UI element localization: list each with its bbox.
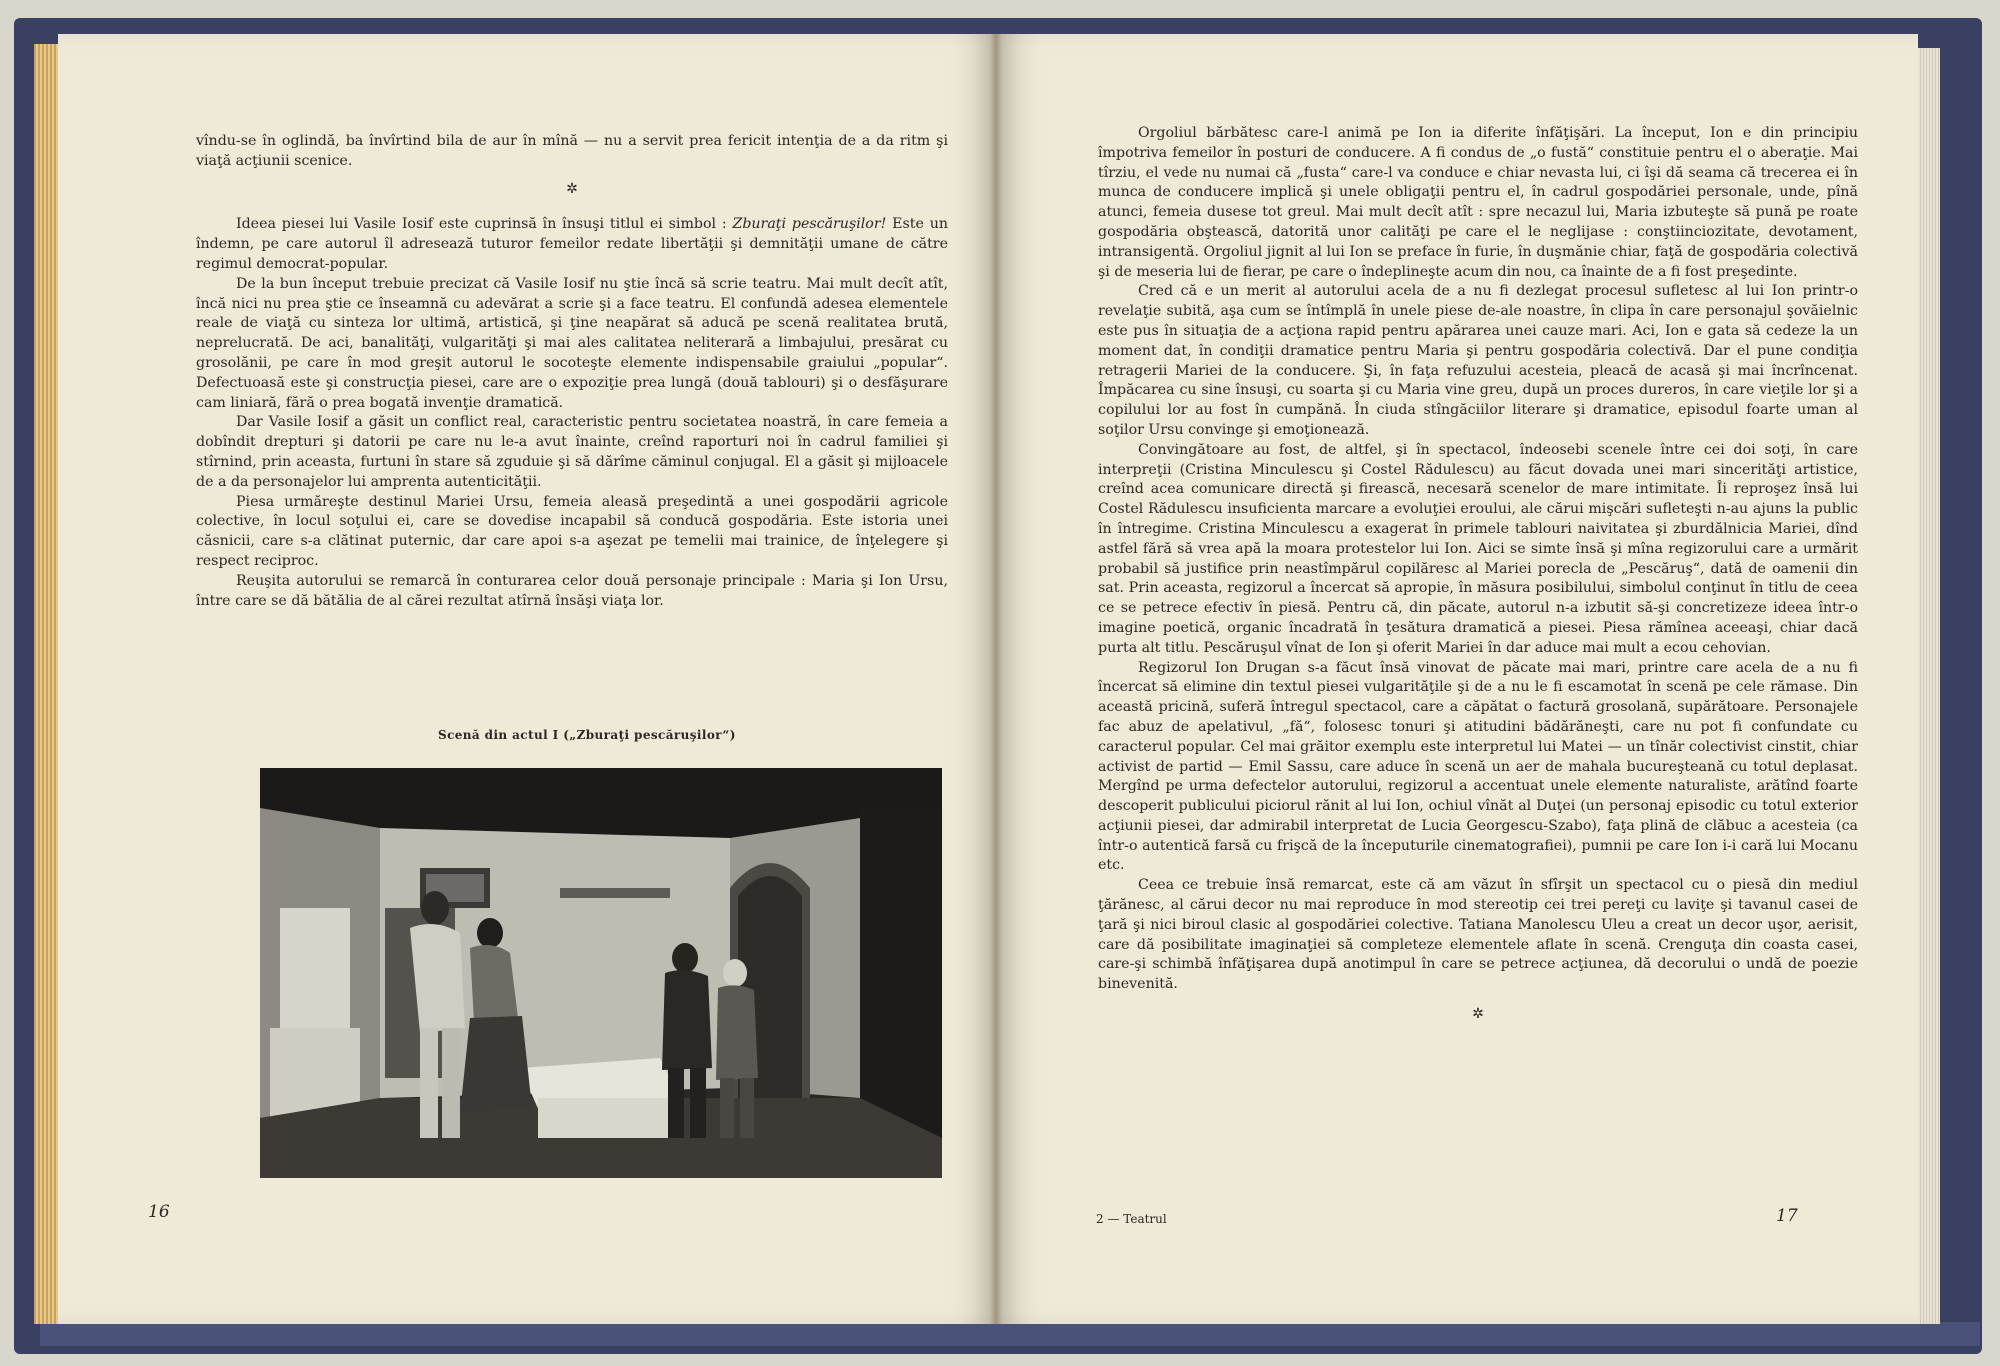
- paragraph: De la bun început trebuie precizat că Vasile Iosif nu ştie încă să scrie teatru. Mai mult decît atît, încă nici nu prea ştie ce înseamnă cu adevărat a scrie şi a face teatru. El confundă adesea elementele reale de viaţă cu sinteza lor ultimă, artistică, şi ţine neapărat să aducă pe scenă realitatea brută, neprelucrată. De aci, banalităţi, vulgarităţi şi mai ales calitatea neliterară a limbajului, presărat cu grosolănii, pe care în mod greşit autorul le socoteşte elemente indispensabile graiului „popular“. Defectuoasă este şi construcţia piesei, care are o expoziţie prea lungă (două tablouri) şi o desfăşurare cam liniară, fără o prea bogată invenţie dramatică.: [196, 275, 948, 411]
- right-page: [996, 34, 1918, 1324]
- paragraph: Reuşita autorului se remarcă în conturarea celor două personaje principale : Maria şi Ion Ursu, între care se dă bătălia de al cărei rezultat atîrnă însăşi viaţa lor.: [196, 572, 948, 609]
- left-page: [58, 34, 996, 1324]
- paragraph: Cred că e un merit al autorului acela de a nu fi dezlegat procesul sufletesc al lui Ion printr-o revelaţie subită, aşa cum se întîmplă în unele piese de-ale noastre, în clipa în care personajul şovăielnic este pus în situaţia de a acţiona rapid pentru apărarea unei cauze mari. Aci, Ion e gata să cedeze la un moment dat, în condiţii dramatice pentru Maria şi pentru gospodăria colectivă. Dar el pune condiţia retragerii Mariei de la conducere. Şi, în faţa refuzului acesteia, pleacă de acasă şi mai încrîncenat. Împăcarea cu sine însuşi, cu soarta şi cu Maria vine greu, după un proces dureros, în care vieţile lor şi a copilului lor au fost în cumpănă. În ciuda stîngăciilor literare şi dramatice, episodul foarte uman al soţilor Ursu convinge şi emoţionează.: [1098, 283, 1858, 438]
- section-separator: ✲: [566, 180, 578, 197]
- paragraph: vîndu-se în oglindă, ba învîrtind bila de aur în mînă — nu a servit prea fericit intenţia de a da ritm şi viaţă acţiunii scenice.: [196, 133, 948, 169]
- right-text: [1098, 124, 1858, 1041]
- paragraph: Regizorul Ion Drugan s-a făcut însă vinovat de păcate mai mari, printre care acela de a nu fi încercat să elimine din textul piesei vulgarităţile şi de a nu le fi escamotat în scenă pe cele rămase. Din această pricină, suferă întregul spectacol, care a căpătat o factură grosolană, supărătoare. Personajele fac abuz de apelativul, „fă“, folosesc tonuri şi atitudini bădărăneşti, care nu pot fi confundate cu caracterul popular. Cel mai grăitor exemplu este interpretul lui Matei — un tînăr colectivist cinstit, chiar activist de partid — Emil Sassu, care aduce în scenă un aer de mahala bucureşteană cu totul deplasat. Mergînd pe urma defectelor autorului, regizorul a accentuat unele elemente naturaliste, arătînd foarte descoperit publicului piciorul rănit al lui Ion, ochiul vînăt al Duţei (un personaj episodic cu totul exterior acţiunii piesei, dar admirabil interpretat de Lucia Georgescu-Szabo), faţa plină de clăbuc a acesteia (ca într-o autentică farsă cu frişcă de la începuturile cinematografiei), pumnii pe care Ion i-i cară lui Mocanu etc.: [1098, 659, 1858, 874]
- paragraph: Convingătoare au fost, de altfel, şi în spectacol, îndeosebi scenele între cei doi soţi, în care interpreţii (Cristina Minculescu şi Costel Rădulescu) au făcut dovada unei mari sincerităţi artistice, creînd acea comunicare directă şi firească, necesară scenelor de mare intimitate. Îi reproşez însă lui Costel Rădulescu insuficienta marcare a evoluţiei eroului, ale cărui mişcări sufleteşti n-au ajuns la public în întregime. Cristina Minculescu a exagerat în primele tablouri naivitatea şi zburdălnicia Mariei, dînd astfel fără să vrea apă la moara protestelor lui Ion. Aici se simte însă şi mîna regizorului care a urmărit probabil să justifice prin neastîmpărul copilăresc al Mariei porecla de „Pescăruş“, dată de oamenii din sat. Prin aceasta, regizorul a încercat să apropie, în măsura posibilului, simbolul conţinut în titlu de ceea ce se petrece efectiv în piesă. Pentru că, din păcate, autorul n-a izbutit să-şi concretizeze ideea într-o imagine poetică, organic încadrată în ţesătura dramatică a piesei. Piesa rămînea aceeaşi, chiar dacă purta alt titlu. Pescăruşul vînat de Ion şi oferit Mariei în dar aduce mai mult a ecou cehovian.: [1098, 441, 1858, 656]
- running-footer: 2 — Teatrul: [1096, 1212, 1167, 1226]
- left-text-top: [196, 132, 948, 611]
- paragraph: Dar Vasile Iosif a găsit un conflict real, caracteristic pentru societatea noastră, în care femeia a dobîndit drepturi şi datorii pe care nu le-a avut înainte, creînd raporturi noi în cadrul familiei şi stîrnind, prin aceasta, furtuni în stare să zguduie şi să dărîme căminul conjugal. El a găsit şi mijloacele de a da personajelor lui amprenta autenticităţii.: [196, 414, 948, 490]
- page-edges-left: [34, 44, 58, 1324]
- page-number-left: 16: [148, 1202, 170, 1222]
- book-gutter: [990, 34, 1002, 1324]
- stage-photograph-image: [260, 768, 942, 1178]
- stage-photograph: [260, 768, 942, 1178]
- page-edges-right: [1918, 48, 1940, 1324]
- paragraph: Orgoliul bărbătesc care-l animă pe Ion ia diferite înfăţişări. La început, Ion e din principiu împotriva femeilor în posturi de conducere. A fi condus de „o fustă“ constituie pentru el o aberaţie. Mai tîrziu, el vede nu numai că „fusta“ care-l va conduce e chiar nevasta lui, ci îşi dă seama că trecerea ei în munca de conducere implică şi unele obligaţii pentru el, în cadrul gospodăriei personale, unde, pînă atunci, femeia dusese tot greul. Mai mult decît atît : spre necazul lui, Maria izbuteşte să pună pe roate gospodăria obştească, datorită unor calităţi pe care el le neglijase : conştiinciozitate, devotament, intransigentă. Orgoliul jignit al lui Ion se preface în furie, în duşmănie chiar, faţă de gospodăria colectivă şi de meseria lui de fierar, pe care o îndeplineşte acum din nou, ca înainte de a fi fost preşedinte.: [1098, 125, 1858, 280]
- book-cover-edge: [40, 1322, 1980, 1346]
- photo-caption: Scenă din actul I („Zburaţi pescăruşilor“): [438, 728, 736, 742]
- paragraph: Piesa urmăreşte destinul Mariei Ursu, femeia aleasă preşedintă a unei gospodării agricole colective, în locul soţului ei, care se dovedise incapabil să conducă gospodăria. Este istoria unei căsnicii, care s-a clătinat puternic, dar care apoi s-a aşezat pe temelii mai trainice, de înţelegere şi respect reciproc.: [196, 493, 948, 569]
- section-separator: ✲: [1472, 1006, 1484, 1023]
- paragraph: Ceea ce trebuie însă remarcat, este că am văzut în sfîrşit un spectacol cu o piesă din mediul ţărănesc, al cărui decor nu mai reproduce în mod stereotip cei trei pereţi cu laviţe şi tavanul casei de ţară şi nici biroul clasic al gospodăriei colective. Tatiana Manolescu Uleu a creat un decor uşor, aerisit, care dă posibilitate imaginaţiei să completeze elementele aflate în scenă. Crenguţa din coasta casei, care-şi schimbă înfăţişarea după anotimpul în care se petrece acţiunea, dă decorului o undă de poezie binevenită.: [1098, 877, 1858, 993]
- paragraph: Ideea piesei lui Vasile Iosif este cuprinsă în însuşi titlul ei simbol : Zburaţi pescăruşilor! Este un îndemn, pe care autorul îl adresează tuturor femeilor redate libertăţii şi demnităţii umane de către regimul democrat-popular.: [196, 216, 949, 272]
- page-number-right: 17: [1776, 1206, 1798, 1226]
